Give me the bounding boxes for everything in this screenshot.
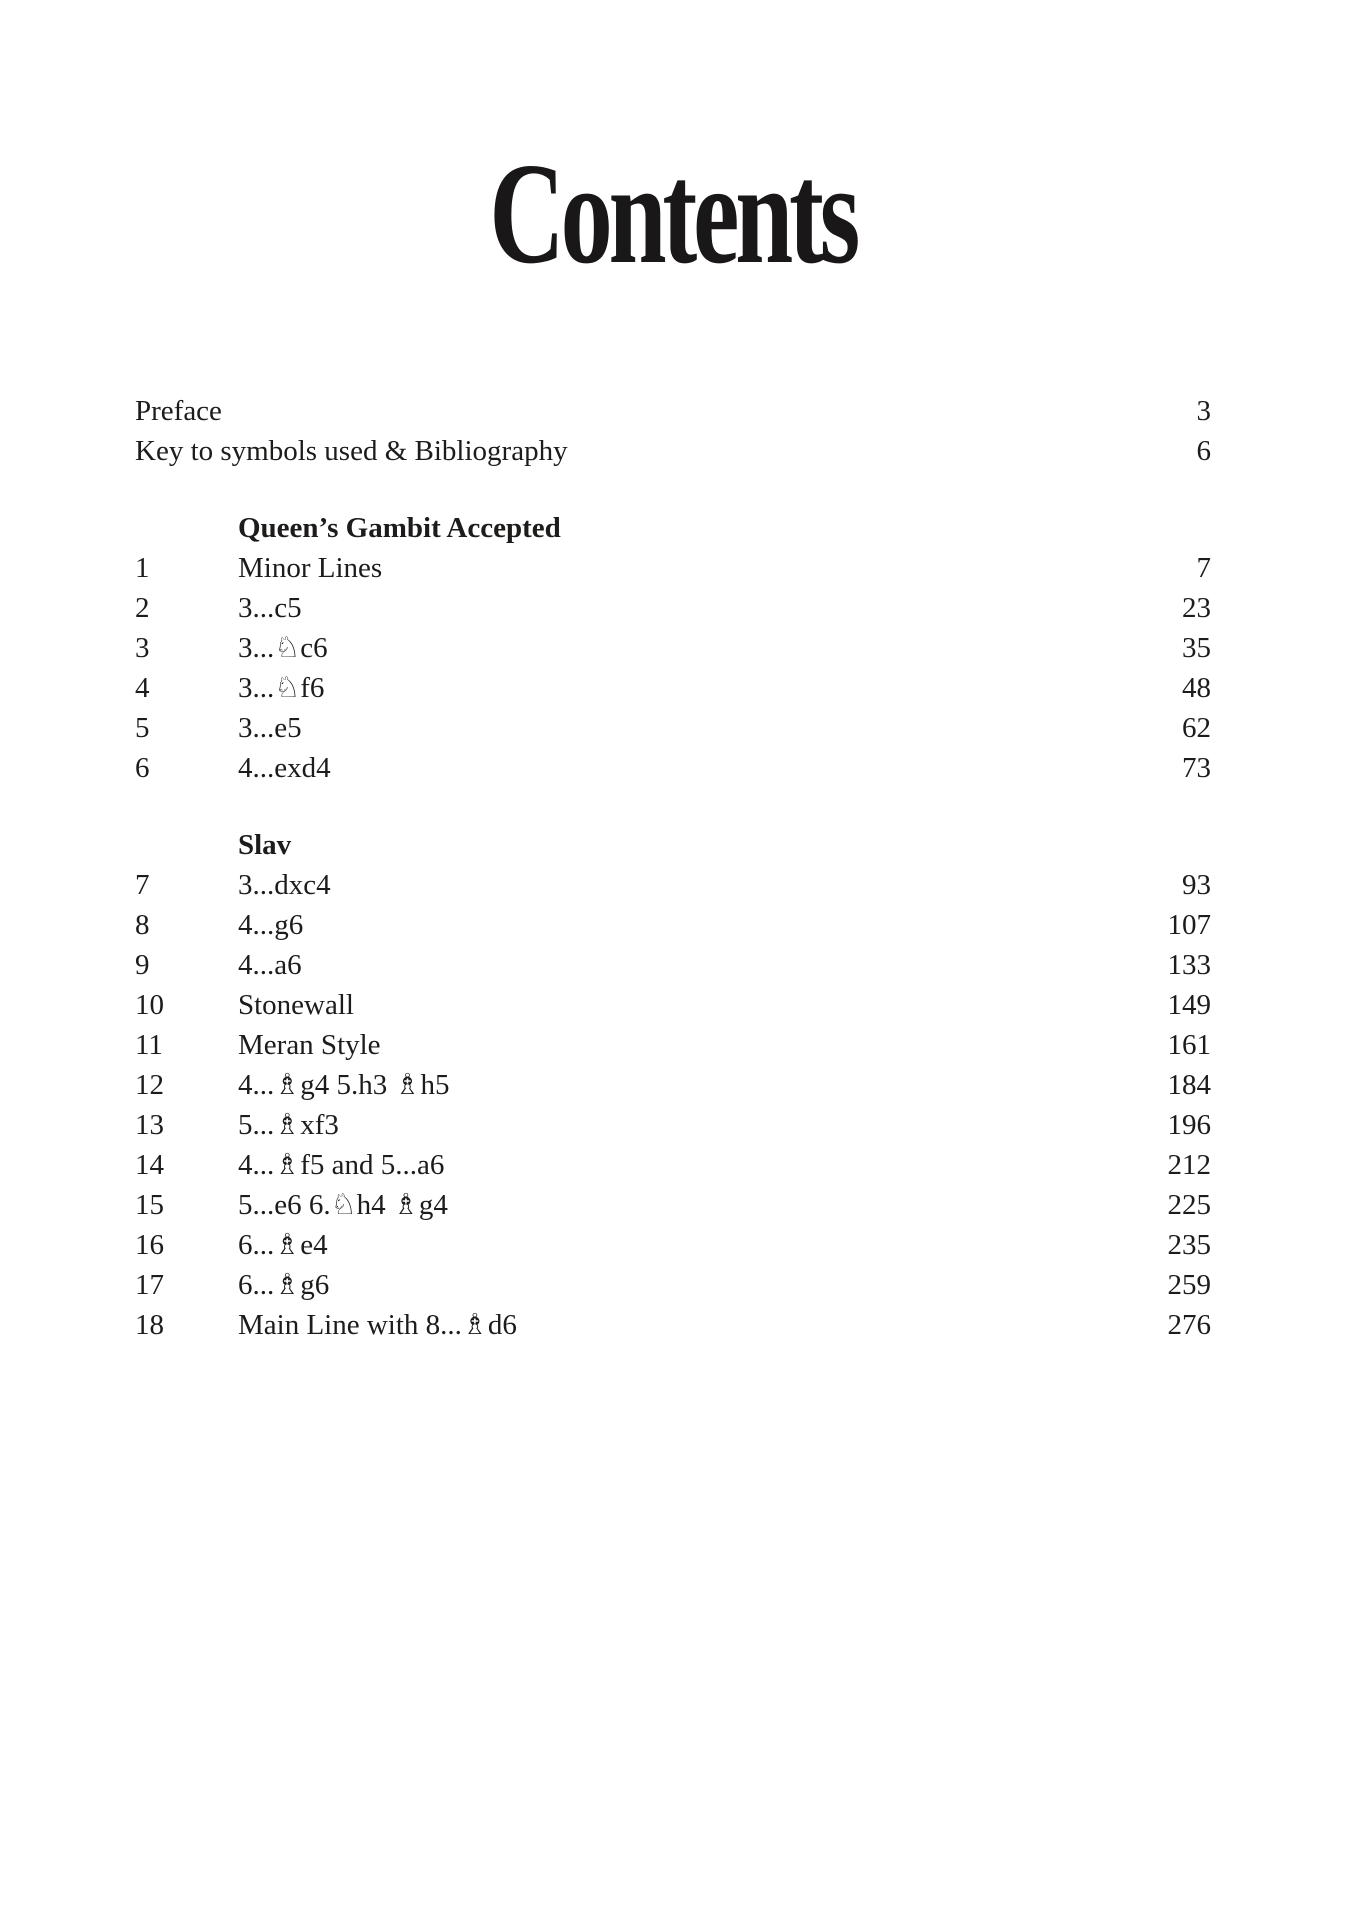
chapter-number: 9 <box>135 949 150 981</box>
chapter-title: Main Line with 8...♗d6 <box>238 1309 517 1341</box>
page-title: Contents <box>489 134 857 294</box>
chapter-title: Meran Style <box>238 1029 381 1061</box>
toc-row <box>135 548 1211 588</box>
chapter-number: 11 <box>135 1029 163 1061</box>
toc-row <box>135 668 1211 708</box>
toc-section-slav <box>135 825 1211 1345</box>
page-number: 235 <box>1167 1229 1211 1261</box>
chapter-title: 4...a6 <box>238 949 302 981</box>
chapter-title: Minor Lines <box>238 552 383 584</box>
section-header: Queen’s Gambit Accepted <box>238 512 561 544</box>
chapter-number: 3 <box>135 632 150 664</box>
page-number: 133 <box>1167 949 1211 981</box>
page-number: 196 <box>1167 1109 1211 1141</box>
chapter-title: 6...♗g6 <box>238 1269 330 1301</box>
toc-entry-label: Key to symbols used & Bibliography <box>135 435 568 467</box>
chapter-number: 10 <box>135 989 164 1021</box>
chapter-number: 13 <box>135 1109 164 1141</box>
table-of-contents <box>135 391 1211 1345</box>
chapter-title: Stonewall <box>238 989 354 1021</box>
page-number: 225 <box>1167 1189 1211 1221</box>
page-number: 149 <box>1167 989 1211 1021</box>
section-header-row <box>135 825 1211 865</box>
toc-row <box>135 865 1211 905</box>
chapter-title: 3...dxc4 <box>238 869 331 901</box>
chapter-number: 2 <box>135 592 150 624</box>
page-number: 35 <box>1182 632 1211 664</box>
toc-row <box>135 628 1211 668</box>
chapter-number: 17 <box>135 1269 164 1301</box>
chapter-number: 8 <box>135 909 150 941</box>
chapter-number: 16 <box>135 1229 164 1261</box>
chapter-number: 4 <box>135 672 150 704</box>
chapter-title: 3...♘c6 <box>238 632 328 664</box>
page-number: 23 <box>1182 592 1211 624</box>
toc-row <box>135 1105 1211 1145</box>
chapter-title: 4...♗g4 5.h3 ♗h5 <box>238 1069 450 1101</box>
page-number: 73 <box>1182 752 1211 784</box>
page-number: 212 <box>1167 1149 1211 1181</box>
chapter-title: 5...♗xf3 <box>238 1109 339 1141</box>
chapter-number: 7 <box>135 869 150 901</box>
toc-row <box>135 748 1211 788</box>
chapter-title: 4...g6 <box>238 909 304 941</box>
page-number: 7 <box>1196 552 1211 584</box>
page-number: 93 <box>1182 869 1211 901</box>
chapter-number: 5 <box>135 712 150 744</box>
chapter-title: 6...♗e4 <box>238 1229 328 1261</box>
chapter-title: 3...c5 <box>238 592 302 624</box>
toc-row <box>135 1265 1211 1305</box>
page-number: 48 <box>1182 672 1211 704</box>
chapter-title: 5...e6 6.♘h4 ♗g4 <box>238 1189 448 1221</box>
chapter-number: 18 <box>135 1309 164 1341</box>
toc-row <box>135 1065 1211 1105</box>
toc-row <box>135 588 1211 628</box>
toc-row <box>135 1185 1211 1225</box>
toc-section-qga <box>135 508 1211 788</box>
page-number: 107 <box>1167 909 1211 941</box>
page-number: 259 <box>1167 1269 1211 1301</box>
chapter-number: 12 <box>135 1069 164 1101</box>
toc-row <box>135 708 1211 748</box>
chapter-title: 4...♗f5 and 5...a6 <box>238 1149 445 1181</box>
toc-row <box>135 905 1211 945</box>
toc-row <box>135 985 1211 1025</box>
chapter-number: 1 <box>135 552 150 584</box>
front-matter-row <box>135 431 1211 471</box>
chapter-title: 3...♘f6 <box>238 672 325 704</box>
page-number: 3 <box>1196 395 1211 427</box>
front-matter-row <box>135 391 1211 431</box>
toc-row <box>135 1225 1211 1265</box>
toc-row <box>135 1305 1211 1345</box>
chapter-title: 3...e5 <box>238 712 302 744</box>
toc-row <box>135 1145 1211 1185</box>
page-title-wrap <box>135 134 1211 294</box>
toc-entry-label: Preface <box>135 395 222 427</box>
chapter-title: 4...exd4 <box>238 752 331 784</box>
section-header-row <box>135 508 1211 548</box>
page-number: 6 <box>1196 435 1211 467</box>
chapter-number: 15 <box>135 1189 164 1221</box>
page-number: 184 <box>1167 1069 1211 1101</box>
toc-row <box>135 945 1211 985</box>
section-header: Slav <box>238 829 292 861</box>
page-number: 276 <box>1167 1309 1211 1341</box>
chapter-number: 6 <box>135 752 150 784</box>
chapter-number: 14 <box>135 1149 164 1181</box>
toc-row <box>135 1025 1211 1065</box>
page-number: 161 <box>1167 1029 1211 1061</box>
page-number: 62 <box>1182 712 1211 744</box>
